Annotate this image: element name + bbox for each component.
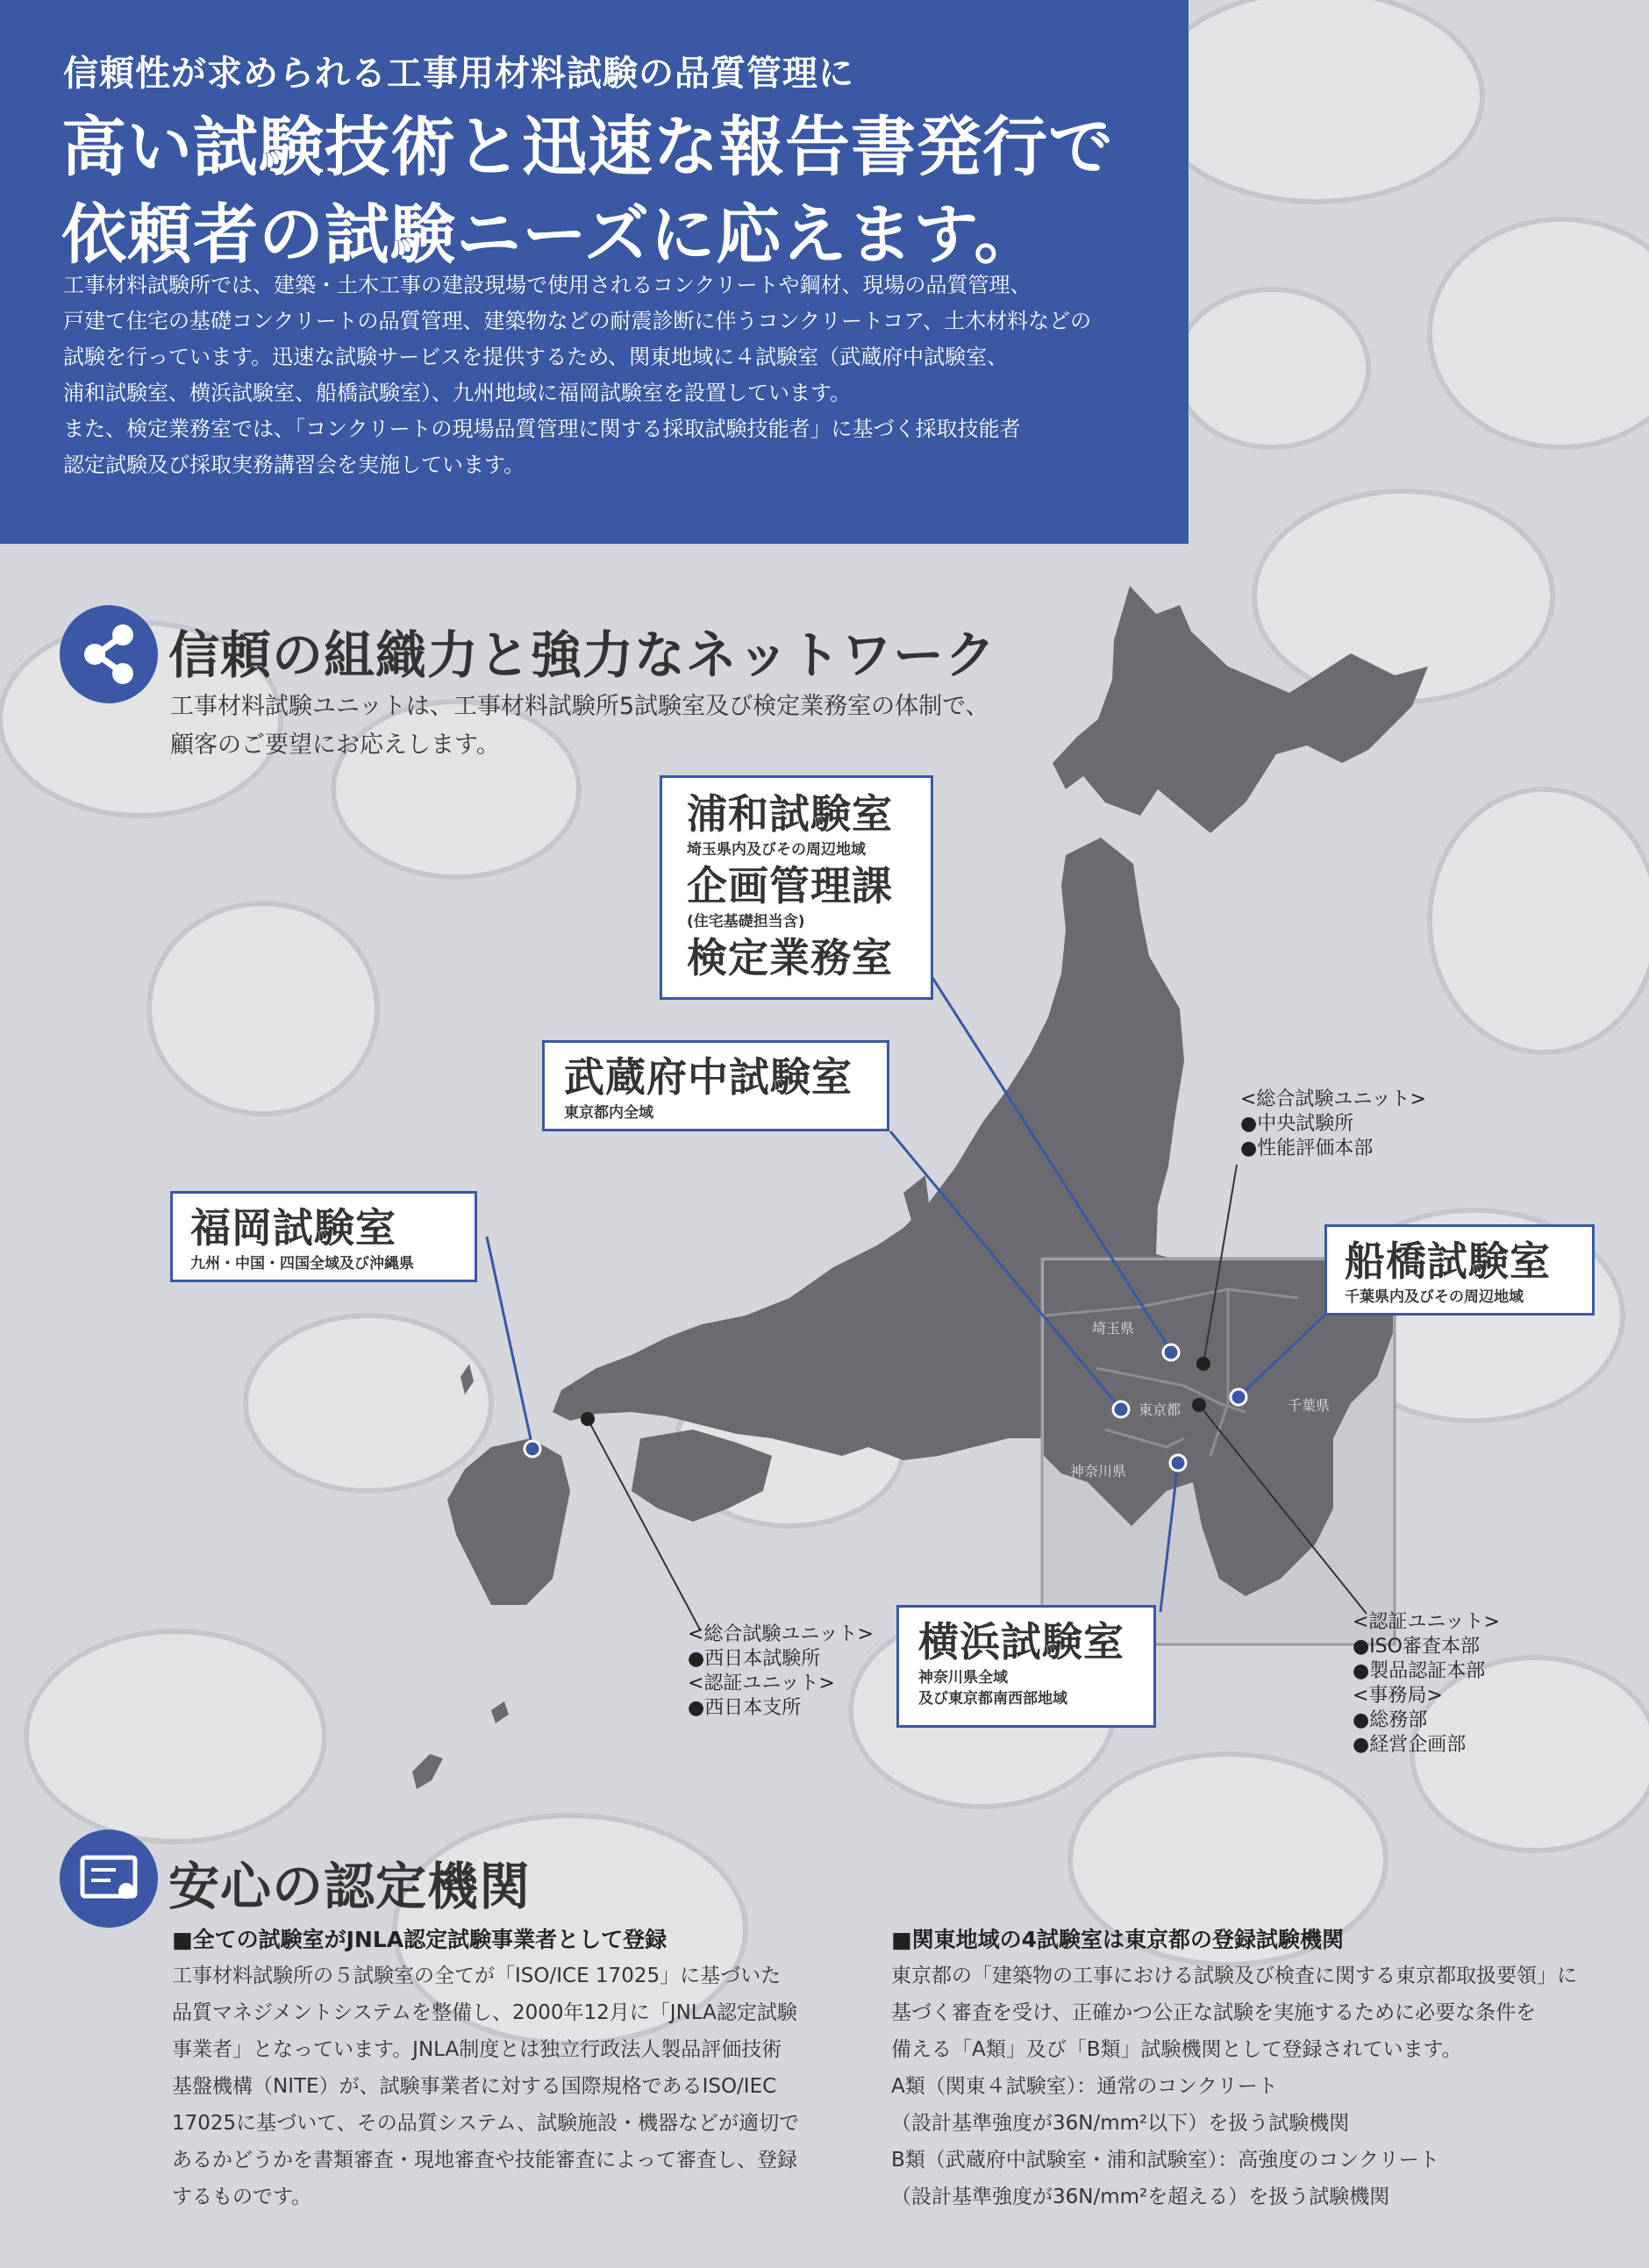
note-line: ●ISO審査本部 (1353, 1636, 1480, 1658)
network-icon (60, 605, 158, 703)
cert-right-body (891, 1958, 1577, 2215)
musashi-dot (1113, 1401, 1129, 1417)
cert-right-line: B類（武蔵府中試験室・浦和試験室）：高強度のコンクリート (891, 2149, 1439, 2172)
cert-left-heading: ■全ての試験室がJNLA認定試験事業者として登録 (172, 1927, 667, 1952)
lab-area: 東京都内全域 (564, 1104, 653, 1122)
certificate-icon (60, 1829, 158, 1928)
lab-area: 埼玉県内及びその周辺地域 (687, 841, 866, 859)
hq-dot (1192, 1398, 1206, 1412)
note-line: ●製品認証本部 (1353, 1660, 1486, 1682)
hero-body-line: 戸建て住宅の基礎コンクリートの品質管理、建築物などの耐震診断に伴うコンクリートコア、土木材料などの (63, 309, 1092, 333)
cert-right-line: 基づく審査を受け、正確かつ公正な試験を実施するために必要な条件を (891, 2001, 1537, 2024)
lab-area: 千葉県内及びその周辺地域 (1345, 1288, 1524, 1306)
lab-name: 横浜試験室 (918, 1618, 1124, 1665)
lab-name: 浦和試験室 (687, 790, 893, 838)
lab-label-musashi (542, 1040, 889, 1131)
hero-headline-line: 依頼者の試験ニーズに応えます。 (61, 197, 1040, 273)
note-west-unit (688, 1623, 874, 1721)
network-lead-line: 工事材料試験ユニットは、工事材料試験所5試験室及び検定業務室の体制で、 (170, 693, 989, 720)
network-section-lead (170, 688, 989, 765)
network-section-title: 信頼の組織力と強力なネットワーク (168, 625, 997, 685)
lab-label-fukuoka (170, 1191, 477, 1282)
cert-left-line: するものです。 (172, 2186, 312, 2208)
hero-headline (61, 103, 1114, 279)
lab-area: 九州・中国・四国全域及び沖縄県 (190, 1255, 414, 1273)
fukuoka-dot (525, 1441, 540, 1457)
hero-headline-line: 高い試験技術と迅速な報告書発行で (61, 110, 1114, 185)
note-line: <総合試験ユニット> (1240, 1088, 1426, 1110)
urawa-dot (1163, 1344, 1179, 1360)
lab-area: 神奈川県全域 (918, 1669, 1008, 1687)
hero-kicker: 信頼性が求められる工事用材料試験の品質管理に (63, 53, 854, 94)
cert-right-heading: ■関東地域の4試験室は東京都の登録試験機関 (891, 1927, 1345, 1952)
inset-label-kanagawa: 神奈川県 (1070, 1463, 1127, 1480)
note-east-unit (1240, 1088, 1426, 1161)
kanto-inset (1042, 1259, 1395, 1644)
cert-right-line: 東京都の「建築物の工事における試験及び検査に関する東京都取扱要領」に (891, 1965, 1577, 1987)
okinawa-shape (412, 1754, 443, 1789)
lab-area: 及び東京都南西部地域 (918, 1690, 1067, 1708)
cert-left-line: 品質マネジメントシステムを整備し、2000年12月に「JNLA認定試験 (172, 2001, 797, 2024)
west-lab-dot (581, 1412, 595, 1426)
hero-body-line: また、検定業務室では、「コンクリートの現場品質管理に関する採取試験技能者」に基づく採取技能者 (63, 417, 1021, 441)
inset-label-chiba: 千葉県 (1288, 1397, 1331, 1414)
cert-right-line: （設計基準強度が36N/mm²以下）を扱う試験機関 (891, 2112, 1350, 2135)
note-line: <認証ユニット> (688, 1672, 835, 1694)
cert-right-line: 備える「A類」及び「B類」試験機関として登録されています。 (891, 2038, 1462, 2061)
lab-name: 武蔵府中試験室 (564, 1053, 853, 1101)
cert-left-line: 工事材料試験所の５試験室の全てが「ISO/ICE 17025」に基づいた (172, 1965, 782, 1987)
cert-right-line: A類（関東４試験室）：通常のコンクリート (891, 2075, 1278, 2098)
note-line: ●西日本支所 (688, 1697, 802, 1719)
hero-banner (0, 0, 1189, 544)
lab-name: 検定業務室 (687, 934, 893, 981)
lab-name: 福岡試験室 (190, 1204, 396, 1252)
hokkaido-shape (1053, 586, 1428, 833)
note-line: ●経営企画部 (1353, 1734, 1467, 1756)
note-line: <総合試験ユニット> (688, 1623, 874, 1645)
central-lab-dot (1196, 1357, 1210, 1371)
lab-label-funabashi (1324, 1224, 1595, 1316)
tsushima-shape (460, 1364, 474, 1394)
cert-left-line: 17025に基づいて、その品質システム、試験施設・機器などが適切で (172, 2112, 800, 2135)
inset-label-tokyo: 東京都 (1139, 1401, 1181, 1418)
cert-left-body (172, 1958, 799, 2215)
note-line: ●総務部 (1353, 1709, 1428, 1731)
note-line: <認証ユニット> (1353, 1611, 1500, 1633)
cert-left-line: 事業者」となっています。JNLA制度とは独立行政法人製品評価技術 (172, 2038, 782, 2061)
note-line: ●中央試験所 (1240, 1113, 1354, 1135)
shikoku-shape (632, 1430, 772, 1522)
funabashi-dot (1231, 1389, 1246, 1405)
kyushu-shape (447, 1438, 570, 1605)
lab-label-urawa (660, 775, 933, 1000)
hero-body-line: 認定試験及び採取実務講習会を実施しています。 (63, 453, 525, 477)
cert-section-title: 安心の認定機関 (168, 1857, 532, 1916)
hero-body-line: 試験を行っています。迅速な試験サービスを提供するため、関東地域に４試験室（武蔵府中試験室、 (63, 345, 1009, 369)
amami-shape (491, 1701, 509, 1723)
cert-right-line: （設計基準強度が36N/mm²を超える）を扱う試験機関 (891, 2186, 1390, 2208)
note-line: ●性能評価本部 (1240, 1138, 1374, 1159)
lab-area: (住宅基礎担当含) (687, 913, 805, 931)
hero-body (63, 267, 1091, 483)
note-hq (1353, 1610, 1500, 1758)
hero-body-line: 浦和試験室、横浜試験室、船橋試験室）、九州地域に福岡試験室を設置しています。 (63, 381, 852, 405)
lab-name: 企画管理課 (687, 862, 893, 909)
cert-left-line: あるかどうかを書類審査・現地審査や技能審査によって審査し、登録 (172, 2149, 797, 2172)
hero-body-line: 工事材料試験所では、建築・土木工事の建設現場で使用されるコンクリートや鋼材、現場の品質管理、 (63, 273, 1032, 297)
cert-left-line: 基盤機構（NITE）が、試験事業者に対する国際規格であるISO/IEC (172, 2075, 777, 2098)
yokohama-dot (1170, 1455, 1186, 1471)
inset-label-saitama: 埼玉県 (1092, 1320, 1135, 1337)
lab-label-yokohama (896, 1605, 1156, 1728)
network-lead-line: 顧客のご要望にお応えします。 (170, 731, 500, 759)
note-line: <事務局> (1353, 1685, 1443, 1707)
note-line: ●西日本試験所 (688, 1648, 821, 1670)
lab-name: 船橋試験室 (1345, 1237, 1551, 1285)
